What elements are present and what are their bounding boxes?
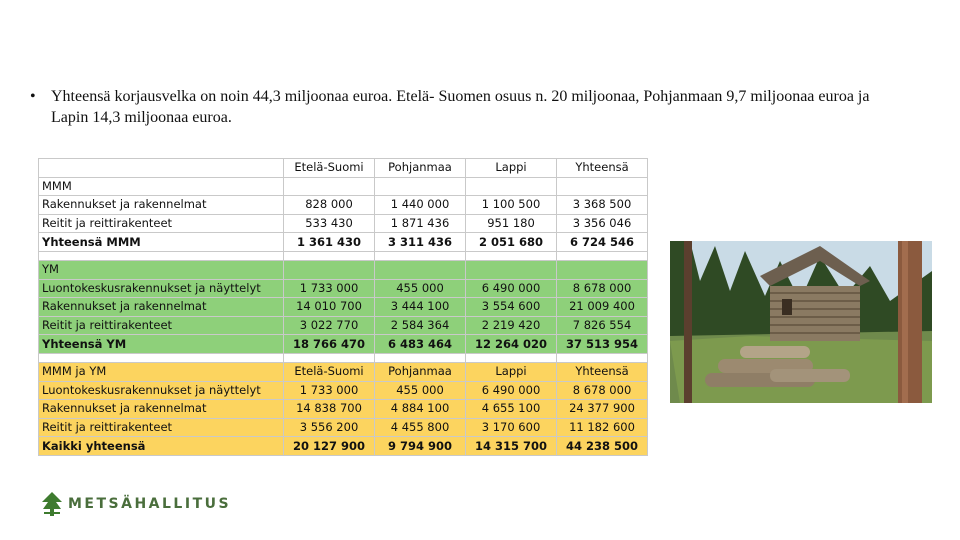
row-label: Rakennukset ja rakennelmat	[39, 298, 284, 317]
table-row	[39, 400, 648, 419]
cell-value: 24 377 900	[557, 400, 648, 419]
cell-value: 20 127 900	[284, 437, 375, 456]
cell-value: 1 733 000	[284, 279, 375, 298]
table-header-row	[39, 159, 648, 178]
header-lappi: Lappi	[466, 159, 557, 178]
cell-value: 37 513 954	[557, 335, 648, 354]
section-title-row	[39, 177, 648, 196]
cell-value: 8 678 000	[557, 279, 648, 298]
header-pohjanmaa: Pohjanmaa	[375, 362, 466, 381]
row-label: Reitit ja reittirakenteet	[39, 214, 284, 233]
table-total-row	[39, 335, 648, 354]
cell-value: 21 009 400	[557, 298, 648, 317]
combined-header-row	[39, 362, 648, 381]
cell-value: 2 051 680	[466, 233, 557, 252]
cell-value: 18 766 470	[284, 335, 375, 354]
log-cabin-photo	[670, 241, 932, 403]
cell-value: 1 361 430	[284, 233, 375, 252]
spacer-row	[39, 251, 648, 260]
row-label: Kaikki yhteensä	[39, 437, 284, 456]
cell-value: 3 368 500	[557, 196, 648, 215]
section-title-row	[39, 260, 648, 279]
cell-value: 3 554 600	[466, 298, 557, 317]
cell-value: 4 655 100	[466, 400, 557, 419]
cell-value: 3 444 100	[375, 298, 466, 317]
row-label: Yhteensä MMM	[39, 233, 284, 252]
repair-debt-table	[38, 158, 648, 456]
cell-value: 2 219 420	[466, 316, 557, 335]
cell-value: 6 724 546	[557, 233, 648, 252]
cell-value: 3 556 200	[284, 418, 375, 437]
header-lappi: Lappi	[466, 362, 557, 381]
cell-value: 9 794 900	[375, 437, 466, 456]
cell-value: 951 180	[466, 214, 557, 233]
header-yhteensa: Yhteensä	[557, 362, 648, 381]
table-total-row	[39, 437, 648, 456]
cell-value: 4 455 800	[375, 418, 466, 437]
cell-value: 6 490 000	[466, 381, 557, 400]
header-pohjanmaa: Pohjanmaa	[375, 159, 466, 178]
cell-value: 8 678 000	[557, 381, 648, 400]
cell-value: 6 490 000	[466, 279, 557, 298]
row-label: Rakennukset ja rakennelmat	[39, 400, 284, 419]
cell-value: 533 430	[284, 214, 375, 233]
cell-value: 1 440 000	[375, 196, 466, 215]
row-label: Luontokeskusrakennukset ja näyttelyt	[39, 279, 284, 298]
table-row	[39, 298, 648, 317]
cell-value: 3 170 600	[466, 418, 557, 437]
row-label: Reitit ja reittirakenteet	[39, 418, 284, 437]
bullet-text: Yhteensä korjausvelka on noin 44,3 miljoonaa euroa. Etelä- Suomen osuus n. 20 miljoonaa, Pohjanmaan 9,7 miljoonaa euroa ja Lapin 14,3 miljoonaa euroa.	[51, 88, 870, 126]
table-row	[39, 418, 648, 437]
table-row	[39, 316, 648, 335]
cell-value: 3 022 770	[284, 316, 375, 335]
cell-value: 14 838 700	[284, 400, 375, 419]
tree-logo-icon	[42, 492, 62, 516]
cell-value: 11 182 600	[557, 418, 648, 437]
cell-value: 1 733 000	[284, 381, 375, 400]
cell-value: 44 238 500	[557, 437, 648, 456]
cell-value: 12 264 020	[466, 335, 557, 354]
table-row	[39, 214, 648, 233]
header-empty-cell	[39, 159, 284, 178]
spacer-row	[39, 353, 648, 362]
logo-wordmark: METSÄHALLITUS	[68, 496, 232, 512]
bullet-paragraph	[30, 86, 910, 128]
table-row	[39, 381, 648, 400]
cell-value: 1 871 436	[375, 214, 466, 233]
cell-value: 7 826 554	[557, 316, 648, 335]
cell-value: 828 000	[284, 196, 375, 215]
section-title-ym: YM	[39, 260, 284, 279]
section-title-combined: MMM ja YM	[39, 362, 284, 381]
row-label: Luontokeskusrakennukset ja näyttelyt	[39, 381, 284, 400]
row-label: Rakennukset ja rakennelmat	[39, 196, 284, 215]
cell-value: 1 100 500	[466, 196, 557, 215]
cell-value: 14 315 700	[466, 437, 557, 456]
cell-value: 6 483 464	[375, 335, 466, 354]
section-title-mmm: MMM	[39, 177, 284, 196]
row-label: Reitit ja reittirakenteet	[39, 316, 284, 335]
header-yhteensa: Yhteensä	[557, 159, 648, 178]
row-label: Yhteensä YM	[39, 335, 284, 354]
cell-value: 3 311 436	[375, 233, 466, 252]
table-row	[39, 279, 648, 298]
bullet-dot: •	[30, 88, 36, 105]
cell-value: 14 010 700	[284, 298, 375, 317]
cell-value: 2 584 364	[375, 316, 466, 335]
cell-value: 455 000	[375, 279, 466, 298]
cell-value: 3 356 046	[557, 214, 648, 233]
cell-value: 4 884 100	[375, 400, 466, 419]
metsahallitus-logo	[42, 492, 231, 516]
table-total-row	[39, 233, 648, 252]
header-etela-suomi: Etelä-Suomi	[284, 159, 375, 178]
cell-value: 455 000	[375, 381, 466, 400]
table-row	[39, 196, 648, 215]
header-etela-suomi: Etelä-Suomi	[284, 362, 375, 381]
